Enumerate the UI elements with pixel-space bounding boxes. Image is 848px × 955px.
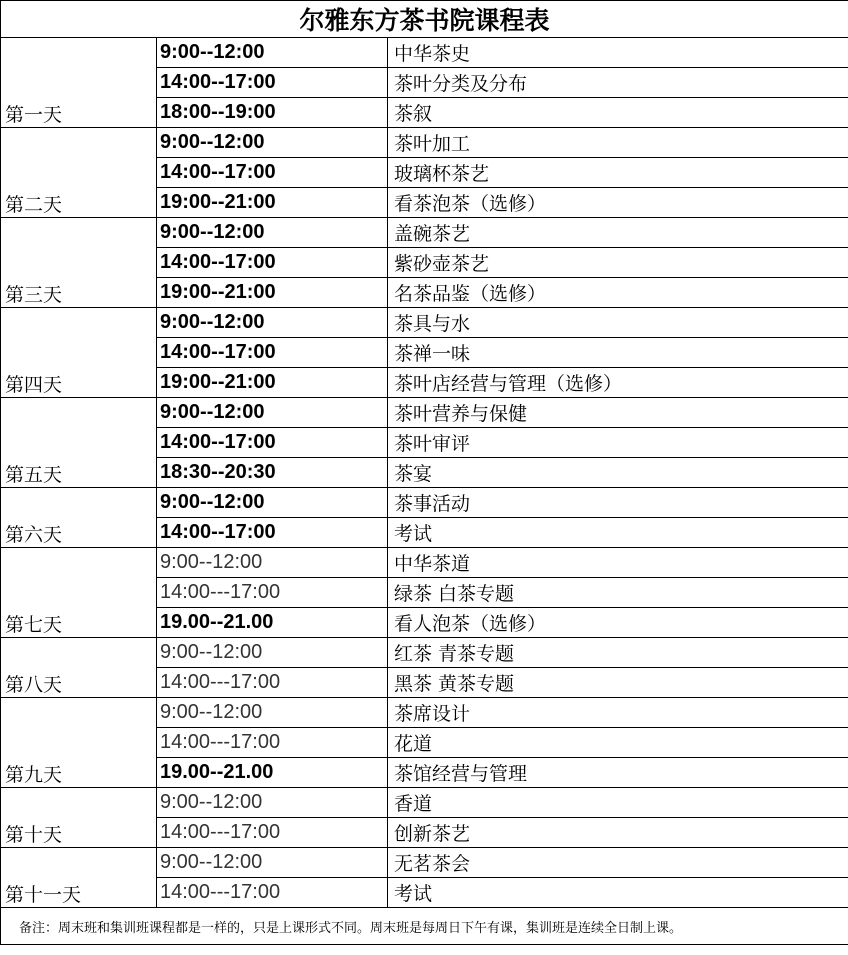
session-time: 19:00--21:00: [157, 368, 388, 398]
session-time: 9:00--12:00: [157, 698, 388, 728]
table-row: [1, 308, 848, 338]
table-row: [1, 788, 848, 818]
day-label: 第十天: [1, 788, 157, 848]
course-name: 绿茶 白茶专题: [388, 578, 848, 608]
course-name: 紫砂壶茶艺: [388, 248, 848, 278]
session-time: 9:00--12:00: [157, 38, 388, 68]
course-name: 香道: [388, 788, 848, 818]
table-row: [1, 488, 848, 518]
day-label: 第七天: [1, 548, 157, 638]
course-name: 茶馆经营与管理: [388, 758, 848, 788]
session-time: 9:00--12:00: [157, 128, 388, 158]
day-label: 第六天: [1, 488, 157, 548]
session-time: 14:00--17:00: [157, 518, 388, 548]
session-time: 14:00--17:00: [157, 248, 388, 278]
course-name: 名茶品鉴（选修）: [388, 278, 848, 308]
course-name: 茶叶店经营与管理（选修）: [388, 368, 848, 398]
course-name: 茶席设计: [388, 698, 848, 728]
session-time: 14:00--17:00: [157, 428, 388, 458]
session-time: 9:00--12:00: [157, 308, 388, 338]
course-name: 茶具与水: [388, 308, 848, 338]
course-name: 考试: [388, 518, 848, 548]
session-time: 18:30--20:30: [157, 458, 388, 488]
session-time: 19:00--21:00: [157, 278, 388, 308]
session-time: 9:00--12:00: [157, 398, 388, 428]
day-label: 第四天: [1, 308, 157, 398]
day-label: 第二天: [1, 128, 157, 218]
session-time: 14:00---17:00: [157, 578, 388, 608]
course-name: 茶事活动: [388, 488, 848, 518]
course-name: 茶叶营养与保健: [388, 398, 848, 428]
course-name: 茶叙: [388, 98, 848, 128]
session-time: 18:00--19:00: [157, 98, 388, 128]
table-row: [1, 398, 848, 428]
session-time: 9:00--12:00: [157, 218, 388, 248]
course-name: 茶叶分类及分布: [388, 68, 848, 98]
day-label: 第五天: [1, 398, 157, 488]
session-time: 14:00--17:00: [157, 68, 388, 98]
course-name: 茶叶审评: [388, 428, 848, 458]
session-time: 9:00--12:00: [157, 638, 388, 668]
day-label: 第九天: [1, 698, 157, 788]
table-row: [1, 848, 848, 878]
session-time: 14:00---17:00: [157, 668, 388, 698]
course-name: 玻璃杯茶艺: [388, 158, 848, 188]
day-label: 第一天: [1, 38, 157, 128]
session-time: 19.00--21.00: [157, 758, 388, 788]
course-name: 考试: [388, 878, 848, 908]
session-time: 19:00--21:00: [157, 188, 388, 218]
day-label: 第十一天: [1, 848, 157, 908]
day-label: 第八天: [1, 638, 157, 698]
course-name: 红茶 青茶专题: [388, 638, 848, 668]
session-time: 9:00--12:00: [157, 548, 388, 578]
course-name: 看人泡茶（选修）: [388, 608, 848, 638]
session-time: 19.00--21.00: [157, 608, 388, 638]
course-name: 花道: [388, 728, 848, 758]
table-row: [1, 38, 848, 68]
table-row: [1, 638, 848, 668]
course-name: 中华茶史: [388, 38, 848, 68]
session-time: 14:00--17:00: [157, 158, 388, 188]
session-time: 14:00--17:00: [157, 338, 388, 368]
session-time: 14:00---17:00: [157, 818, 388, 848]
course-name: 茶叶加工: [388, 128, 848, 158]
course-name: 中华茶道: [388, 548, 848, 578]
session-time: 9:00--12:00: [157, 848, 388, 878]
course-name: 看茶泡茶（选修）: [388, 188, 848, 218]
table-row: [1, 128, 848, 158]
session-time: 9:00--12:00: [157, 788, 388, 818]
course-name: 黑茶 黄茶专题: [388, 668, 848, 698]
session-time: 9:00--12:00: [157, 488, 388, 518]
page-title: 尔雅东方茶书院课程表: [1, 1, 848, 38]
table-row: [1, 548, 848, 578]
session-time: 14:00---17:00: [157, 728, 388, 758]
footnote: 备注：周末班和集训班课程都是一样的，只是上课形式不同。周末班是每周日下午有课，集训班是连续全日制上课。: [1, 908, 848, 945]
table-row: [1, 218, 848, 248]
course-name: 茶宴: [388, 458, 848, 488]
course-name: 茶禅一味: [388, 338, 848, 368]
table-row: [1, 698, 848, 728]
course-name: 盖碗茶艺: [388, 218, 848, 248]
course-name: 无茗茶会: [388, 848, 848, 878]
session-time: 14:00---17:00: [157, 878, 388, 908]
day-label: 第三天: [1, 218, 157, 308]
course-name: 创新茶艺: [388, 818, 848, 848]
